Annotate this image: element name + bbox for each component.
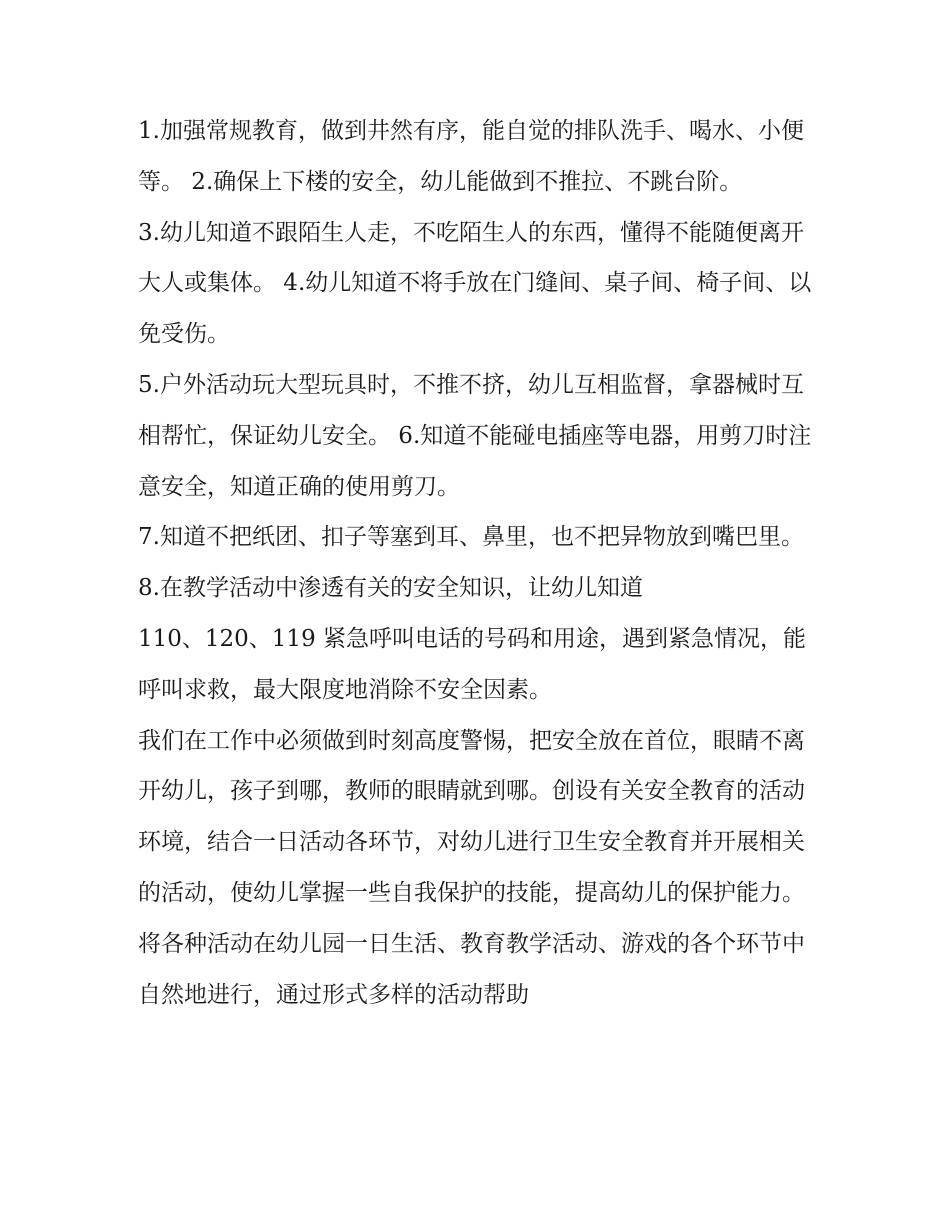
paragraph-5-6: 5.户外活动玩大型玩具时，不推不挤，幼儿互相监督，拿器械时互相帮忙，保证幼儿安全。 6.知道不能碰电插座等电器，用剪刀时注意安全，知道正确的使用剪刀。 [138,371,812,500]
paragraph-emergency-numbers: 110、120、119 紧急呼叫电话的号码和用途，遇到紧急情况，能呼叫求救，最大限度地消除不安全因素。 [138,625,807,703]
paragraph-1-2: 1.加强常规教育，做到井然有序，能自觉的排队洗手、喝水、小便等。 2.确保上下楼的安全，幼儿能做到不推拉、不跳台阶。 [138,118,804,195]
paragraph-8: 8.在教学活动中渗透有关的安全知识，让幼儿知道 [138,575,643,602]
paragraph-3-4: 3.幼儿知道不跟陌生人走，不吃陌生人的东西，懂得不能随便离开大人或集体。 4.幼儿知道不将手放在门缝间、桌子间、椅子间、以免受伤。 [138,219,812,348]
paragraph-7: 7.知道不把纸团、扣子等塞到耳、鼻里，也不把异物放到嘴巴里。 [138,524,804,551]
body-text [138,106,818,1020]
paragraph-summary: 我们在工作中必须做到时刻高度警惕，把安全放在首位，眼睛不离开幼儿，孩子到哪，教师的眼睛就到哪。创设有关安全教育的活动环境，结合一日活动各环节，对幼儿进行卫生安全教育并开展相关的活动，使幼儿掌握一些自我保护的技能，提高幼儿的保护能力。将各种活动在幼儿园一日生活、教育教学活动、游戏的各个环节中自然地进行，通过形式多样的活动帮助 [138,727,805,1008]
